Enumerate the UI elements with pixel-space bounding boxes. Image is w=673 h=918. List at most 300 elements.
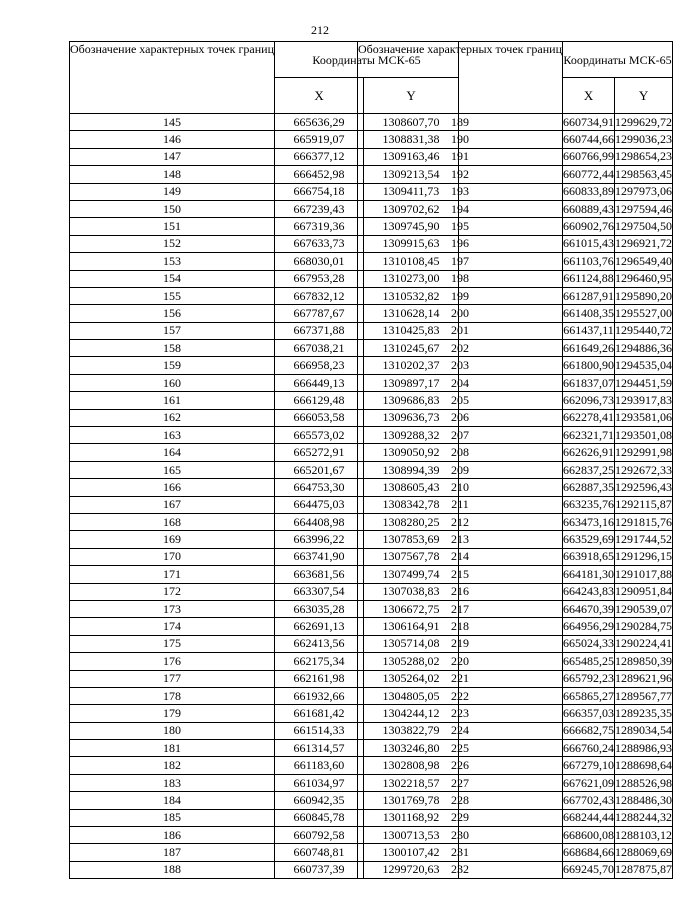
x-coordinate-cell: 666449,13 [275, 374, 364, 391]
point-number-cell: 229 [358, 809, 563, 826]
x-column-header: X [563, 78, 615, 114]
point-number-cell: 172 [70, 583, 275, 600]
x-coordinate-cell: 660748,81 [275, 844, 364, 861]
y-coordinate-cell: 1288698,64 [615, 757, 673, 774]
point-number-cell: 204 [358, 374, 563, 391]
x-coordinate-cell: 666958,23 [275, 357, 364, 374]
table-row [358, 114, 673, 131]
point-number-cell: 170 [70, 548, 275, 565]
coordinates-header: Координаты МСК-65 [275, 42, 459, 78]
y-column-header: Y [615, 78, 673, 114]
y-coordinate-cell: 1298654,23 [615, 148, 673, 165]
point-number-cell: 148 [70, 166, 275, 183]
x-coordinate-cell: 661183,60 [275, 757, 364, 774]
x-coordinate-cell: 663307,54 [275, 583, 364, 600]
point-number-cell: 186 [70, 827, 275, 844]
y-coordinate-cell: 1307038,83 [364, 583, 459, 600]
x-column-header: X [275, 78, 364, 114]
y-coordinate-cell: 1308607,70 [364, 114, 459, 131]
point-number-cell: 232 [358, 861, 563, 878]
y-coordinate-cell: 1292596,43 [615, 479, 673, 496]
point-number-cell: 220 [358, 653, 563, 670]
x-coordinate-cell: 661514,33 [275, 722, 364, 739]
x-coordinate-cell: 661437,11 [563, 322, 615, 339]
y-coordinate-cell: 1309636,73 [364, 409, 459, 426]
page-number: 212 [311, 23, 329, 37]
x-coordinate-cell: 665865,27 [563, 687, 615, 704]
point-number-cell: 151 [70, 218, 275, 235]
y-coordinate-cell: 1309702,62 [364, 200, 459, 217]
point-designation-header: Обозначение характерных точек границ [358, 42, 563, 114]
x-coordinate-cell: 661800,90 [563, 357, 615, 374]
point-number-cell: 227 [358, 774, 563, 791]
y-coordinate-cell: 1302808,98 [364, 757, 459, 774]
point-number-cell: 178 [70, 687, 275, 704]
y-coordinate-cell: 1290284,75 [615, 618, 673, 635]
y-coordinate-cell: 1310202,37 [364, 357, 459, 374]
y-coordinate-cell: 1308831,38 [364, 131, 459, 148]
point-number-cell: 152 [70, 235, 275, 252]
x-coordinate-cell: 662321,71 [563, 427, 615, 444]
point-number-cell: 185 [70, 809, 275, 826]
y-coordinate-cell: 1304805,05 [364, 687, 459, 704]
x-coordinate-cell: 661649,26 [563, 340, 615, 357]
table-row [358, 809, 673, 826]
table-row [358, 479, 673, 496]
point-number-cell: 218 [358, 618, 563, 635]
x-coordinate-cell: 666760,24 [563, 740, 615, 757]
point-number-cell: 189 [358, 114, 563, 131]
x-coordinate-cell: 665272,91 [275, 444, 364, 461]
y-coordinate-cell: 1295527,00 [615, 305, 673, 322]
coordinates-body-right [358, 114, 673, 879]
x-coordinate-cell: 663918,65 [563, 548, 615, 565]
point-number-cell: 166 [70, 479, 275, 496]
point-number-cell: 209 [358, 461, 563, 478]
table-row [358, 618, 673, 635]
y-coordinate-cell: 1309411,73 [364, 183, 459, 200]
x-coordinate-cell: 667371,88 [275, 322, 364, 339]
x-coordinate-cell: 662413,56 [275, 635, 364, 652]
x-coordinate-cell: 661408,35 [563, 305, 615, 322]
x-coordinate-cell: 661103,76 [563, 253, 615, 270]
x-coordinate-cell: 663235,76 [563, 496, 615, 513]
table-row [358, 513, 673, 530]
y-coordinate-cell: 1288244,32 [615, 809, 673, 826]
x-coordinate-cell: 660889,43 [563, 200, 615, 217]
point-number-cell: 192 [358, 166, 563, 183]
x-coordinate-cell: 663473,16 [563, 513, 615, 530]
point-number-cell: 154 [70, 270, 275, 287]
x-coordinate-cell: 662887,35 [563, 479, 615, 496]
table-row [358, 287, 673, 304]
y-coordinate-cell: 1307499,74 [364, 566, 459, 583]
x-coordinate-cell: 665792,23 [563, 670, 615, 687]
x-coordinate-cell: 666053,58 [275, 409, 364, 426]
y-coordinate-cell: 1290951,84 [615, 583, 673, 600]
table-row [358, 548, 673, 565]
point-number-cell: 203 [358, 357, 563, 374]
y-coordinate-cell: 1310628,14 [364, 305, 459, 322]
point-number-cell: 194 [358, 200, 563, 217]
y-coordinate-cell: 1288486,30 [615, 792, 673, 809]
point-number-cell: 180 [70, 722, 275, 739]
y-coordinate-cell: 1294451,59 [615, 374, 673, 391]
x-coordinate-cell: 661287,91 [563, 287, 615, 304]
table-row [358, 200, 673, 217]
point-number-cell: 212 [358, 513, 563, 530]
point-number-cell: 171 [70, 566, 275, 583]
table-row [358, 722, 673, 739]
point-number-cell: 222 [358, 687, 563, 704]
point-number-cell: 193 [358, 183, 563, 200]
coordinates-header: Координаты МСК-65 [563, 42, 673, 78]
point-number-cell: 206 [358, 409, 563, 426]
y-coordinate-cell: 1289850,39 [615, 653, 673, 670]
table-row [358, 253, 673, 270]
point-number-cell: 197 [358, 253, 563, 270]
x-coordinate-cell: 664243,83 [563, 583, 615, 600]
y-coordinate-cell: 1287875,87 [615, 861, 673, 878]
y-coordinate-cell: 1288986,93 [615, 740, 673, 757]
y-coordinate-cell: 1309163,46 [364, 148, 459, 165]
x-coordinate-cell: 664408,98 [275, 513, 364, 530]
x-coordinate-cell: 662096,73 [563, 392, 615, 409]
y-coordinate-cell: 1297973,06 [615, 183, 673, 200]
y-coordinate-cell: 1292115,87 [615, 496, 673, 513]
y-coordinate-cell: 1310245,67 [364, 340, 459, 357]
table-row [358, 166, 673, 183]
x-coordinate-cell: 661314,57 [275, 740, 364, 757]
point-number-cell: 165 [70, 461, 275, 478]
y-coordinate-cell: 1290224,41 [615, 635, 673, 652]
table-row [358, 131, 673, 148]
table-row [358, 322, 673, 339]
table-row [358, 340, 673, 357]
y-coordinate-cell: 1297504,50 [615, 218, 673, 235]
y-coordinate-cell: 1294535,04 [615, 357, 673, 374]
y-coordinate-cell: 1304244,12 [364, 705, 459, 722]
y-coordinate-cell: 1292991,98 [615, 444, 673, 461]
y-coordinate-cell: 1297594,46 [615, 200, 673, 217]
x-coordinate-cell: 665636,29 [275, 114, 364, 131]
table-row [358, 357, 673, 374]
point-number-cell: 202 [358, 340, 563, 357]
y-coordinate-cell: 1309745,90 [364, 218, 459, 235]
point-number-cell: 184 [70, 792, 275, 809]
x-coordinate-cell: 663529,69 [563, 531, 615, 548]
y-coordinate-cell: 1289621,96 [615, 670, 673, 687]
x-coordinate-cell: 662175,34 [275, 653, 364, 670]
table-row [358, 218, 673, 235]
table-row [358, 792, 673, 809]
x-coordinate-cell: 669245,70 [563, 861, 615, 878]
point-number-cell: 181 [70, 740, 275, 757]
point-number-cell: 190 [358, 131, 563, 148]
point-number-cell: 215 [358, 566, 563, 583]
table-row [358, 600, 673, 617]
x-coordinate-cell: 667953,28 [275, 270, 364, 287]
x-coordinate-cell: 662161,98 [275, 670, 364, 687]
x-coordinate-cell: 668030,01 [275, 253, 364, 270]
y-coordinate-cell: 1295440,72 [615, 322, 673, 339]
point-designation-header: Обозначение характерных точек границ [70, 42, 275, 114]
x-coordinate-cell: 665919,07 [275, 131, 364, 148]
x-coordinate-cell: 667702,43 [563, 792, 615, 809]
x-coordinate-cell: 662837,25 [563, 461, 615, 478]
point-number-cell: 153 [70, 253, 275, 270]
x-coordinate-cell: 660833,89 [563, 183, 615, 200]
x-coordinate-cell: 665573,02 [275, 427, 364, 444]
x-coordinate-cell: 667319,36 [275, 218, 364, 235]
y-coordinate-cell: 1309897,17 [364, 374, 459, 391]
y-coordinate-cell: 1309686,83 [364, 392, 459, 409]
point-number-cell: 177 [70, 670, 275, 687]
y-coordinate-cell: 1302218,57 [364, 774, 459, 791]
point-number-cell: 168 [70, 513, 275, 530]
x-coordinate-cell: 665024,33 [563, 635, 615, 652]
point-number-cell: 160 [70, 374, 275, 391]
point-number-cell: 208 [358, 444, 563, 461]
point-number-cell: 216 [358, 583, 563, 600]
x-coordinate-cell: 661124,88 [563, 270, 615, 287]
point-number-cell: 147 [70, 148, 275, 165]
point-number-cell: 167 [70, 496, 275, 513]
point-number-cell: 191 [358, 148, 563, 165]
x-coordinate-cell: 662626,91 [563, 444, 615, 461]
point-number-cell: 150 [70, 200, 275, 217]
table-row [358, 183, 673, 200]
x-coordinate-cell: 660744,66 [563, 131, 615, 148]
y-coordinate-cell: 1310273,00 [364, 270, 459, 287]
table-row [358, 705, 673, 722]
x-coordinate-cell: 666357,03 [563, 705, 615, 722]
y-coordinate-cell: 1301769,78 [364, 792, 459, 809]
x-coordinate-cell: 664753,30 [275, 479, 364, 496]
point-number-cell: 211 [358, 496, 563, 513]
x-coordinate-cell: 662278,41 [563, 409, 615, 426]
point-number-cell: 217 [358, 600, 563, 617]
x-coordinate-cell: 661932,66 [275, 687, 364, 704]
x-coordinate-cell: 660734,91 [563, 114, 615, 131]
x-coordinate-cell: 660737,39 [275, 861, 364, 878]
x-coordinate-cell: 664181,30 [563, 566, 615, 583]
y-coordinate-cell: 1306164,91 [364, 618, 459, 635]
x-coordinate-cell: 665201,67 [275, 461, 364, 478]
table-row [358, 635, 673, 652]
y-coordinate-cell: 1295890,20 [615, 287, 673, 304]
x-coordinate-cell: 668600,08 [563, 827, 615, 844]
point-number-cell: 207 [358, 427, 563, 444]
point-number-cell: 156 [70, 305, 275, 322]
table-row [358, 757, 673, 774]
x-coordinate-cell: 666452,98 [275, 166, 364, 183]
y-coordinate-cell: 1293917,83 [615, 392, 673, 409]
y-column-header: Y [364, 78, 459, 114]
y-coordinate-cell: 1307853,69 [364, 531, 459, 548]
table-row [358, 566, 673, 583]
y-coordinate-cell: 1288069,69 [615, 844, 673, 861]
table-row [358, 740, 673, 757]
y-coordinate-cell: 1308280,25 [364, 513, 459, 530]
y-coordinate-cell: 1310108,45 [364, 253, 459, 270]
x-coordinate-cell: 667038,21 [275, 340, 364, 357]
x-coordinate-cell: 667279,10 [563, 757, 615, 774]
table-row [358, 531, 673, 548]
table-row [358, 827, 673, 844]
y-coordinate-cell: 1291017,88 [615, 566, 673, 583]
coordinates-table-right [357, 41, 673, 879]
y-coordinate-cell: 1290539,07 [615, 600, 673, 617]
point-number-cell: 225 [358, 740, 563, 757]
y-coordinate-cell: 1294886,36 [615, 340, 673, 357]
x-coordinate-cell: 668684,66 [563, 844, 615, 861]
table-row [358, 774, 673, 791]
y-coordinate-cell: 1293501,08 [615, 427, 673, 444]
y-coordinate-cell: 1293581,06 [615, 409, 673, 426]
x-coordinate-cell: 667832,12 [275, 287, 364, 304]
point-number-cell: 146 [70, 131, 275, 148]
y-coordinate-cell: 1296460,95 [615, 270, 673, 287]
table-row [358, 583, 673, 600]
y-coordinate-cell: 1306672,75 [364, 600, 459, 617]
x-coordinate-cell: 667787,67 [275, 305, 364, 322]
y-coordinate-cell: 1305264,02 [364, 670, 459, 687]
point-number-cell: 163 [70, 427, 275, 444]
y-coordinate-cell: 1299036,23 [615, 131, 673, 148]
y-coordinate-cell: 1296921,72 [615, 235, 673, 252]
point-number-cell: 200 [358, 305, 563, 322]
point-number-cell: 183 [70, 774, 275, 791]
x-coordinate-cell: 667621,09 [563, 774, 615, 791]
point-number-cell: 196 [358, 235, 563, 252]
x-coordinate-cell: 664475,03 [275, 496, 364, 513]
y-coordinate-cell: 1299720,63 [364, 861, 459, 878]
y-coordinate-cell: 1299629,72 [615, 114, 673, 131]
point-number-cell: 145 [70, 114, 275, 131]
point-number-cell: 198 [358, 270, 563, 287]
y-coordinate-cell: 1291815,76 [615, 513, 673, 530]
table-row [358, 653, 673, 670]
y-coordinate-cell: 1292672,33 [615, 461, 673, 478]
y-coordinate-cell: 1309915,63 [364, 235, 459, 252]
y-coordinate-cell: 1310532,82 [364, 287, 459, 304]
point-number-cell: 205 [358, 392, 563, 409]
point-number-cell: 169 [70, 531, 275, 548]
x-coordinate-cell: 666377,12 [275, 148, 364, 165]
point-number-cell: 176 [70, 653, 275, 670]
point-number-cell: 175 [70, 635, 275, 652]
point-number-cell: 174 [70, 618, 275, 635]
y-coordinate-cell: 1288526,98 [615, 774, 673, 791]
point-number-cell: 224 [358, 722, 563, 739]
point-number-cell: 199 [358, 287, 563, 304]
point-number-cell: 162 [70, 409, 275, 426]
x-coordinate-cell: 663996,22 [275, 531, 364, 548]
point-number-cell: 158 [70, 340, 275, 357]
x-coordinate-cell: 666129,48 [275, 392, 364, 409]
y-coordinate-cell: 1300713,53 [364, 827, 459, 844]
point-number-cell: 159 [70, 357, 275, 374]
y-coordinate-cell: 1298563,45 [615, 166, 673, 183]
y-coordinate-cell: 1303246,80 [364, 740, 459, 757]
point-number-cell: 155 [70, 287, 275, 304]
table-row [358, 374, 673, 391]
point-number-cell: 219 [358, 635, 563, 652]
x-coordinate-cell: 661034,97 [275, 774, 364, 791]
point-number-cell: 214 [358, 548, 563, 565]
x-coordinate-cell: 661681,42 [275, 705, 364, 722]
y-coordinate-cell: 1308994,39 [364, 461, 459, 478]
y-coordinate-cell: 1289235,35 [615, 705, 673, 722]
x-coordinate-cell: 660792,58 [275, 827, 364, 844]
point-number-cell: 221 [358, 670, 563, 687]
y-coordinate-cell: 1289567,77 [615, 687, 673, 704]
point-number-cell: 173 [70, 600, 275, 617]
point-number-cell: 188 [70, 861, 275, 878]
x-coordinate-cell: 660942,35 [275, 792, 364, 809]
x-coordinate-cell: 665485,25 [563, 653, 615, 670]
x-coordinate-cell: 666682,75 [563, 722, 615, 739]
point-number-cell: 226 [358, 757, 563, 774]
x-coordinate-cell: 660766,99 [563, 148, 615, 165]
y-coordinate-cell: 1309050,92 [364, 444, 459, 461]
x-coordinate-cell: 660902,76 [563, 218, 615, 235]
y-coordinate-cell: 1296549,40 [615, 253, 673, 270]
point-number-cell: 230 [358, 827, 563, 844]
y-coordinate-cell: 1308342,78 [364, 496, 459, 513]
y-coordinate-cell: 1288103,12 [615, 827, 673, 844]
point-number-cell: 231 [358, 844, 563, 861]
table-row [358, 687, 673, 704]
table-row [358, 427, 673, 444]
y-coordinate-cell: 1307567,78 [364, 548, 459, 565]
table-row [358, 270, 673, 287]
point-number-cell: 164 [70, 444, 275, 461]
point-number-cell: 201 [358, 322, 563, 339]
y-coordinate-cell: 1305714,08 [364, 635, 459, 652]
table-row [358, 148, 673, 165]
point-number-cell: 223 [358, 705, 563, 722]
point-number-cell: 228 [358, 792, 563, 809]
x-coordinate-cell: 666754,18 [275, 183, 364, 200]
x-coordinate-cell: 663681,56 [275, 566, 364, 583]
table-row [358, 461, 673, 478]
y-coordinate-cell: 1303822,79 [364, 722, 459, 739]
y-coordinate-cell: 1309288,32 [364, 427, 459, 444]
point-number-cell: 157 [70, 322, 275, 339]
y-coordinate-cell: 1291296,15 [615, 548, 673, 565]
table-row [358, 392, 673, 409]
point-number-cell: 179 [70, 705, 275, 722]
x-coordinate-cell: 664670,39 [563, 600, 615, 617]
x-coordinate-cell: 663035,28 [275, 600, 364, 617]
table-row [358, 496, 673, 513]
point-number-cell: 213 [358, 531, 563, 548]
y-coordinate-cell: 1308605,43 [364, 479, 459, 496]
x-coordinate-cell: 668244,44 [563, 809, 615, 826]
x-coordinate-cell: 667633,73 [275, 235, 364, 252]
point-number-cell: 187 [70, 844, 275, 861]
table-row [358, 305, 673, 322]
table-row [358, 844, 673, 861]
y-coordinate-cell: 1309213,54 [364, 166, 459, 183]
y-coordinate-cell: 1305288,02 [364, 653, 459, 670]
x-coordinate-cell: 664956,29 [563, 618, 615, 635]
x-coordinate-cell: 662691,13 [275, 618, 364, 635]
table-row [358, 444, 673, 461]
y-coordinate-cell: 1301168,92 [364, 809, 459, 826]
